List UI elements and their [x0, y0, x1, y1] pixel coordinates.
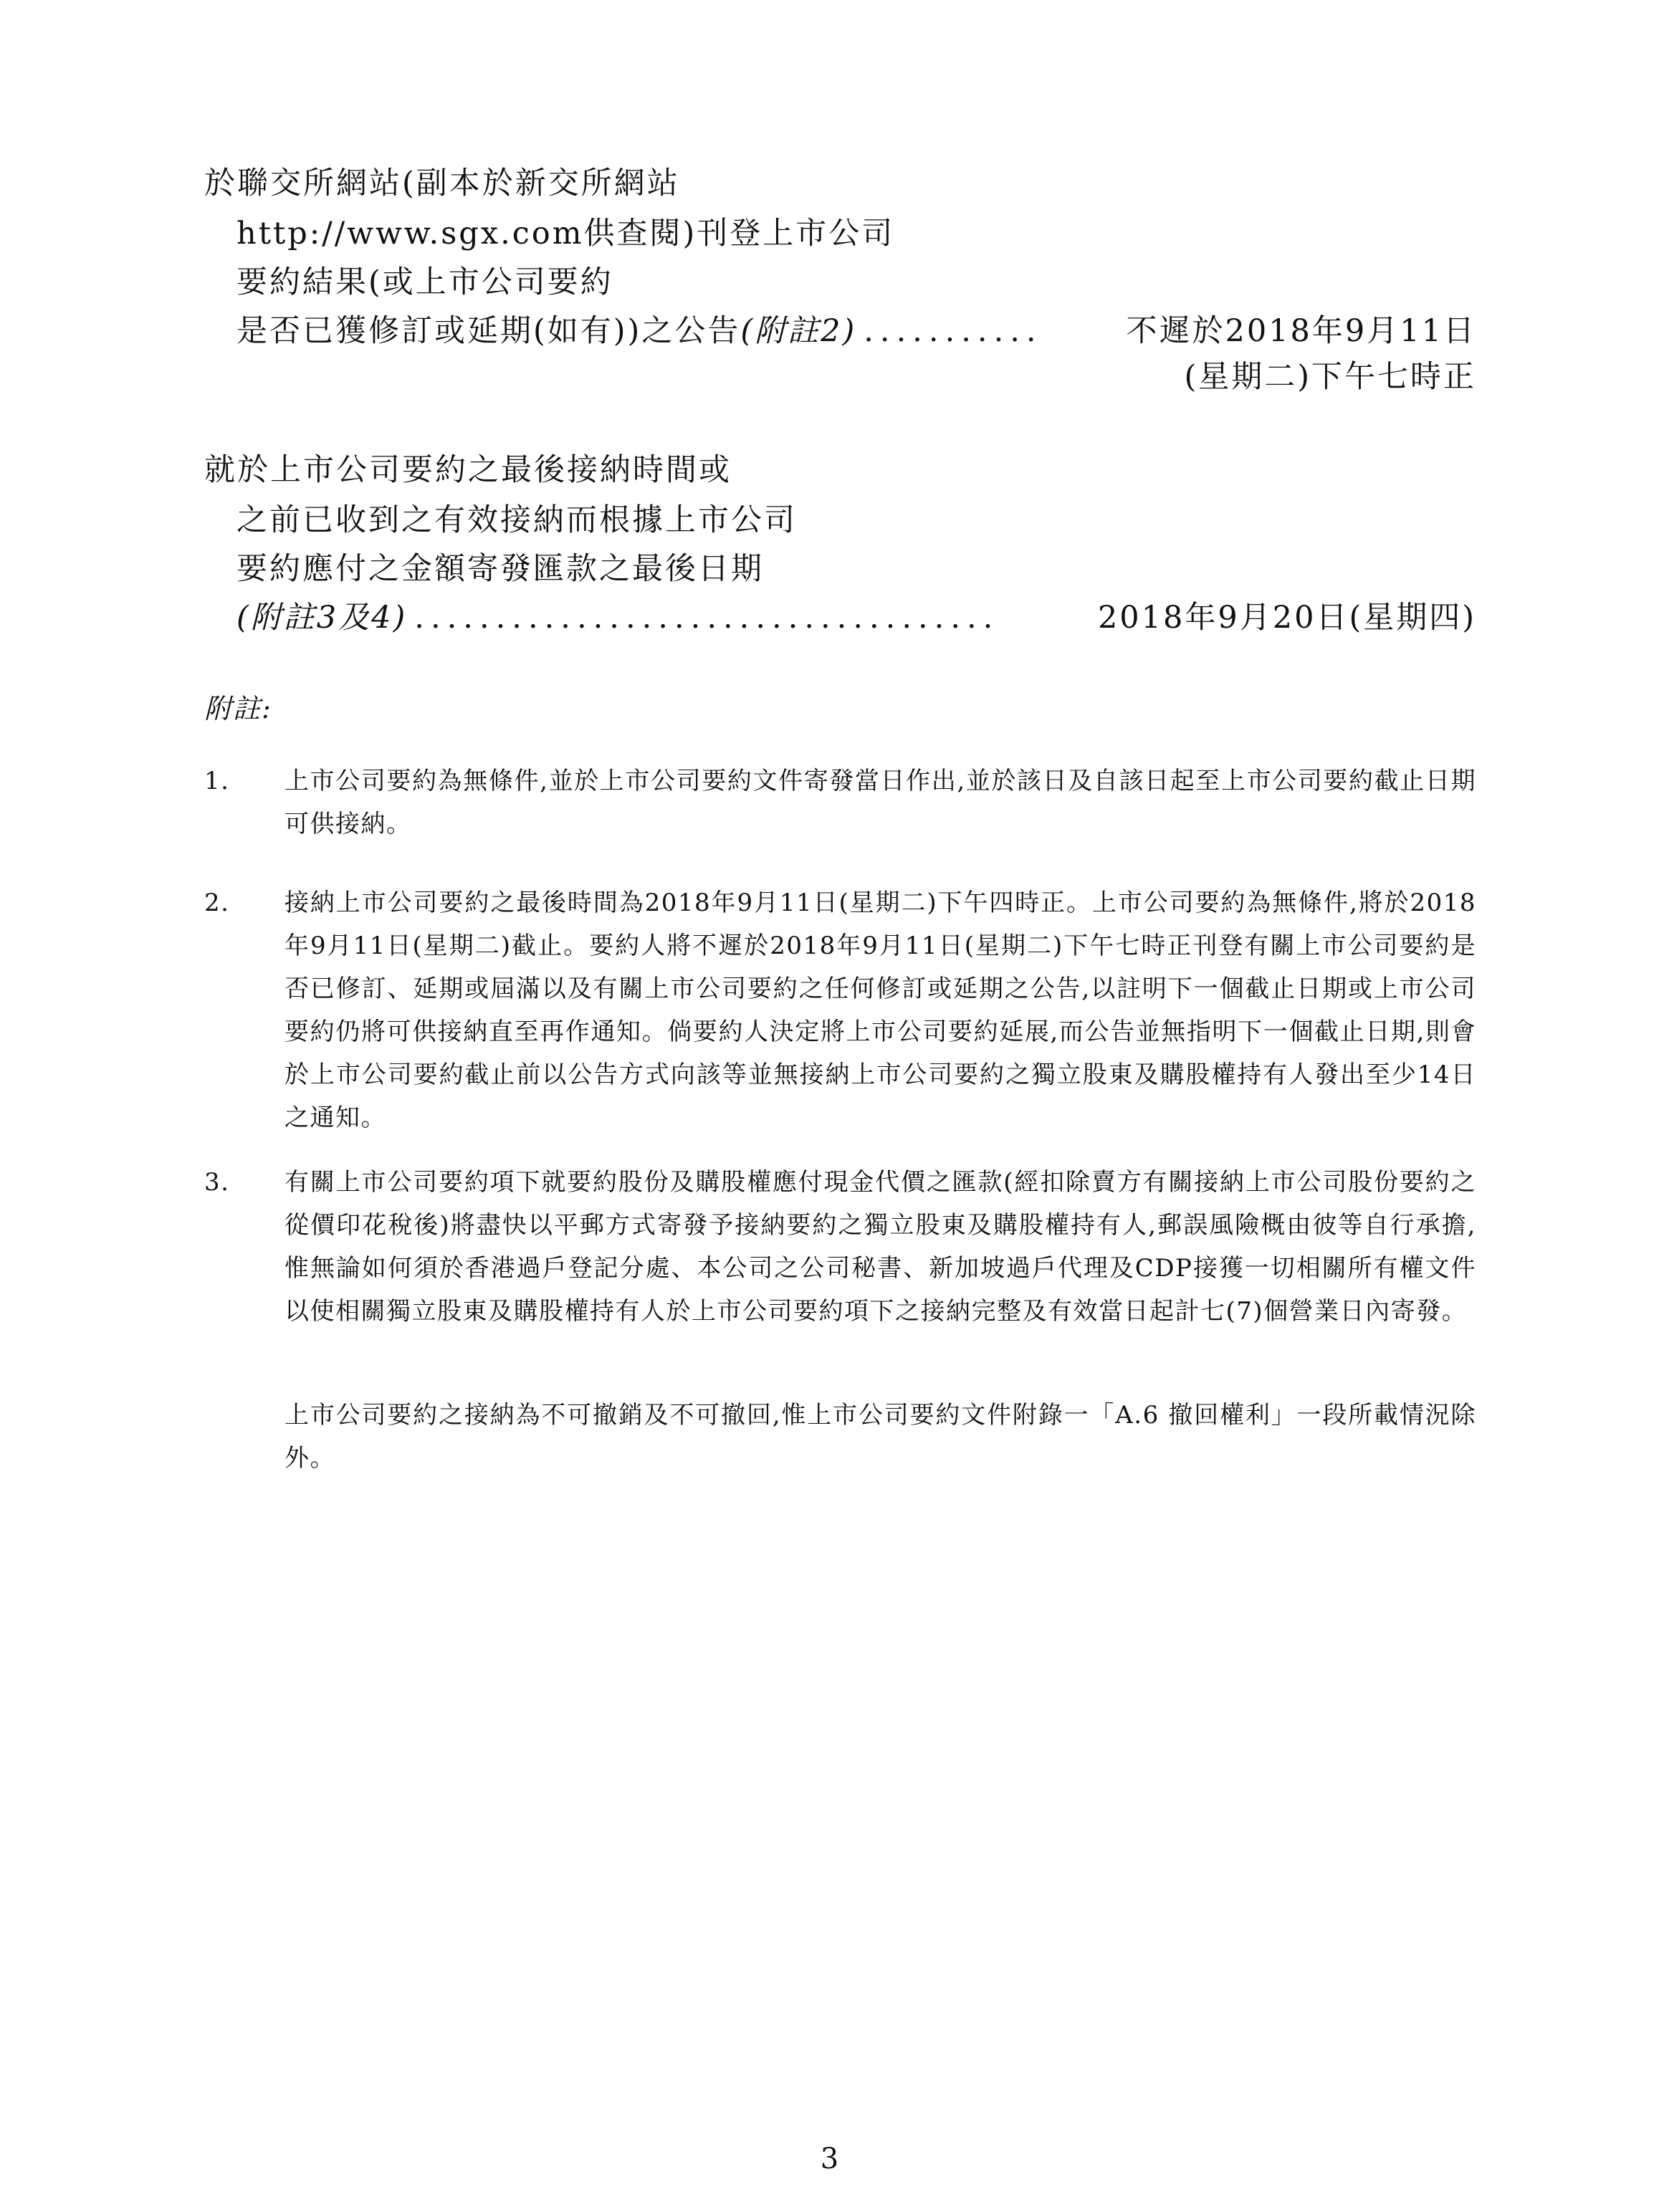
schedule-item1-date-line2: (星期二)下午七時正 [1184, 359, 1476, 395]
schedule-item2-row [236, 593, 1476, 637]
note-item-2 [204, 881, 1476, 1139]
schedule-item1-note-ref: (附註2) [740, 313, 857, 349]
notes-heading: 附註: [204, 693, 272, 724]
note-item-1 [204, 760, 1476, 846]
note-number: 2. [204, 889, 230, 917]
schedule-item1-leader-dots: ........... [864, 313, 1043, 349]
schedule-item2-date: 2018年9月20日(星期四) [1097, 600, 1476, 636]
schedule-item2-leader-dots: .................................... [414, 600, 1000, 636]
note-number: 1. [204, 767, 230, 795]
note-text: 上市公司要約為無條件,並於上市公司要約文件寄發當日作出,並於該日及自該日起至上市公司要約截止日期可供接納。 [285, 767, 1476, 838]
page-number: 3 [820, 2142, 839, 2175]
note-number: 3. [204, 1168, 230, 1197]
schedule-item1-line1: 於聯交所網站(副本於新交所網站 [204, 166, 680, 201]
note-item-3 [204, 1161, 1476, 1333]
note-text: 接納上市公司要約之最後時間為2018年9月11日(星期二)下午四時正。上市公司要約為無條件,將於2018年9月11日(星期二)截止。要約人將不遲於2018年9月11日(星期二)下午七時正刊登有關上市公司要約是否已修訂、延期或屆滿以及有關上市公司要約之任何修訂或延期之公告,以註明下一個截止日期或上市公司要約仍將可供接納直至再作通知。倘要約人決定將上市公司要約延展,而公告並無指明下一個截止日期,則會於上市公司要約截止前以公告方式向該等並無接納上市公司要約之獨立股東及購股權持有人發出至少14日之通知。 [285, 889, 1476, 1132]
schedule-item1-row [236, 307, 1476, 350]
note-text: 上市公司要約之接納為不可撤銷及不可撤回,惟上市公司要約文件附錄一「A.6 撤回權利」一段所載情況除外。 [285, 1401, 1476, 1473]
schedule-item2-line3: 要約應付之金額寄發匯款之最後日期 [236, 551, 764, 587]
schedule-item2-line1: 就於上市公司要約之最後接納時間或 [204, 452, 732, 488]
schedule-item1-line2: http://www.sgx.com供查閱)刊登上市公司 [236, 216, 895, 252]
schedule-item1-line4-text: 是否已獲修訂或延期(如有))之公告 [236, 313, 741, 349]
schedule-item2-line2: 之前已收到之有效接納而根據上市公司 [236, 502, 797, 538]
note-item-3-continued [204, 1394, 1476, 1480]
schedule-item2-note-ref: (附註3及4) [236, 600, 408, 636]
note-text: 有關上市公司要約項下就要約股份及購股權應付現金代價之匯款(經扣除賣方有關接納上市公司股份要約之從價印花稅後)將盡快以平郵方式寄發予接納要約之獨立股東及購股權持有人,郵誤風險概由彼等自行承擔,惟無論如何須於香港過戶登記分處、本公司之公司秘書、新加坡過戶代理及CDP接獲一切相關所有權文件以使相關獨立股東及購股權持有人於上市公司要約項下之接納完整及有效當日起計七(7)個營業日內寄發。 [285, 1168, 1476, 1326]
schedule-item1-line3: 要約結果(或上市公司要約 [236, 264, 613, 300]
schedule-item1-date: 不遲於2018年9月11日 [1126, 313, 1476, 349]
